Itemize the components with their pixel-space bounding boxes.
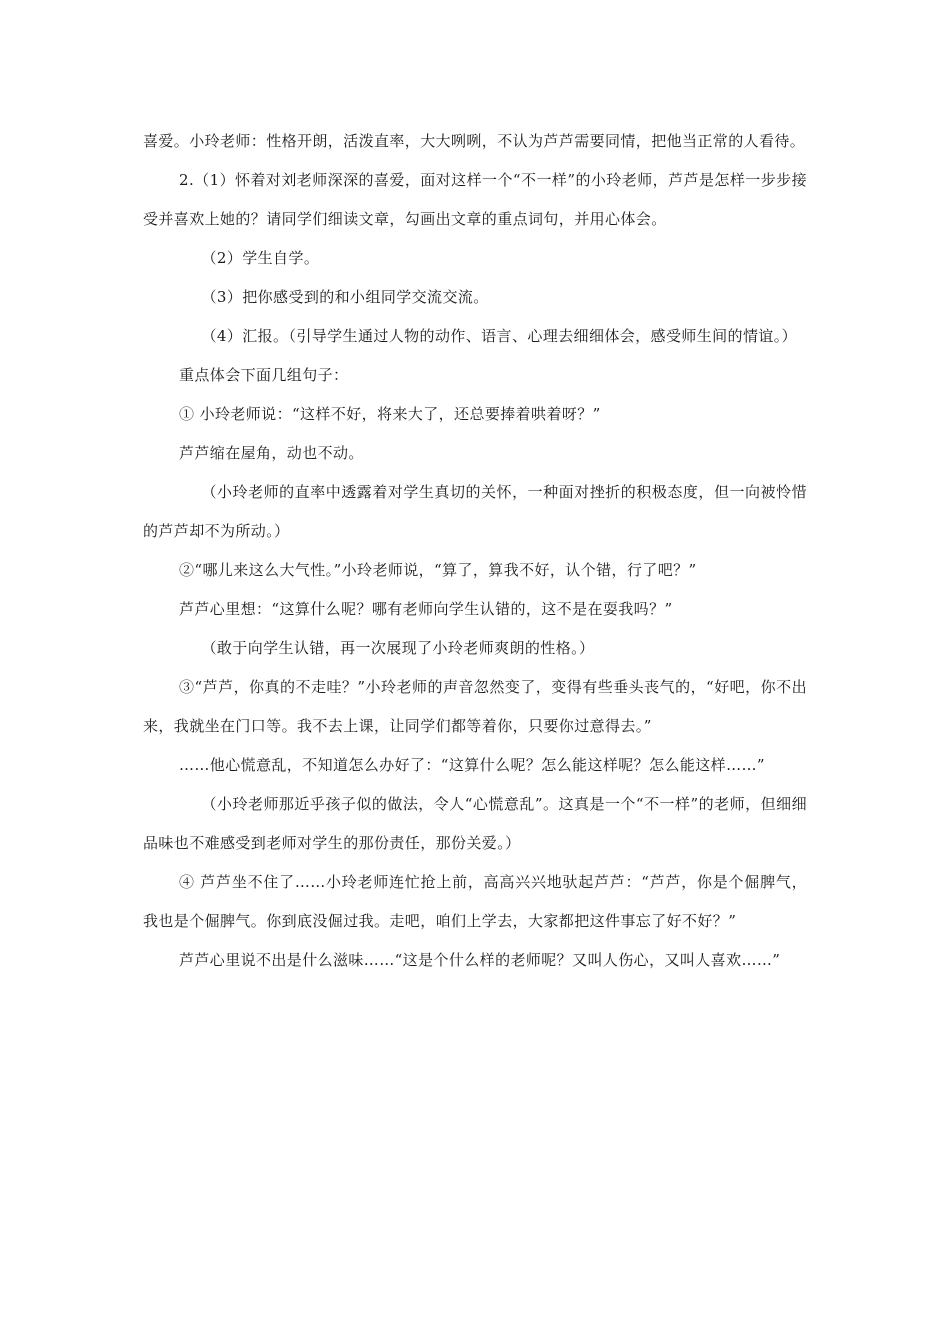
paragraph: （2）学生自学。 xyxy=(201,249,320,267)
paragraph: ……他心慌意乱，不知道怎么办好了：“这算什么呢？怎么能这样呢？怎么能这样……” xyxy=(179,756,765,774)
paragraph: （3）把你感受到的和小组同学交流交流。 xyxy=(201,288,489,306)
paragraph: ④ 芦芦坐不住了……小玲老师连忙抢上前，高高兴兴地驮起芦芦：“芦芦，你是个倔脾气，我也是个倔脾气。你到底没倔过我。走吧，咱们上学去，大家都把这件事忘了好不好？” xyxy=(143,873,807,930)
paragraph: （小玲老师的直率中透露着对学生真切的关怀，一种面对挫折的积极态度，但一向被怜惜的芦芦却不为所动。） xyxy=(143,483,807,540)
paragraph: 芦芦心里说不出是什么滋味……“这是个什么样的老师呢？又叫人伤心，又叫人喜欢……” xyxy=(179,951,781,969)
paragraph: （小玲老师那近乎孩子似的做法，令人“心慌意乱”。这真是一个“不一样”的老师，但细细品味也不难感受到老师对学生的那份责任，那份关爱。） xyxy=(143,795,807,852)
paragraph: 重点体会下面几组句子： xyxy=(179,366,349,384)
paragraph: 2.（1）怀着对刘老师深深的喜爱，面对这样一个“不一样”的小玲老师，芦芦是怎样一步步接受并喜欢上她的？请同学们细读文章，勾画出文章的重点词句，并用心体会。 xyxy=(143,171,807,228)
paragraph: ③“芦芦，你真的不走哇？”小玲老师的声音忽然变了，变得有些垂头丧气的，“好吧，你不出来，我就坐在门口等。我不去上课，让同学们都等着你，只要你过意得去。” xyxy=(143,678,807,735)
paragraph: ① 小玲老师说：“这样不好，将来大了，还总要捧着哄着呀？” xyxy=(179,405,601,423)
paragraph: （敢于向学生认错，再一次展现了小玲老师爽朗的性格。） xyxy=(201,639,595,657)
paragraph: ②“哪儿来这么大气性。”小玲老师说，“算了，算我不好，认个错，行了吧？” xyxy=(179,561,697,579)
paragraph: （4）汇报。（引导学生通过人物的动作、语言、心理去细细体会，感受师生间的情谊。） xyxy=(201,327,798,345)
paragraph: 芦芦缩在屋角，动也不动。 xyxy=(179,444,364,462)
paragraph: 芦芦心里想：“这算什么呢？哪有老师向学生认错的，这不是在耍我吗？” xyxy=(179,600,673,618)
document-body xyxy=(143,122,807,980)
paragraph: 喜爱。小玲老师：性格开朗，活泼直率，大大咧咧，不认为芦芦需要同情，把他当正常的人看待。 xyxy=(143,132,806,150)
